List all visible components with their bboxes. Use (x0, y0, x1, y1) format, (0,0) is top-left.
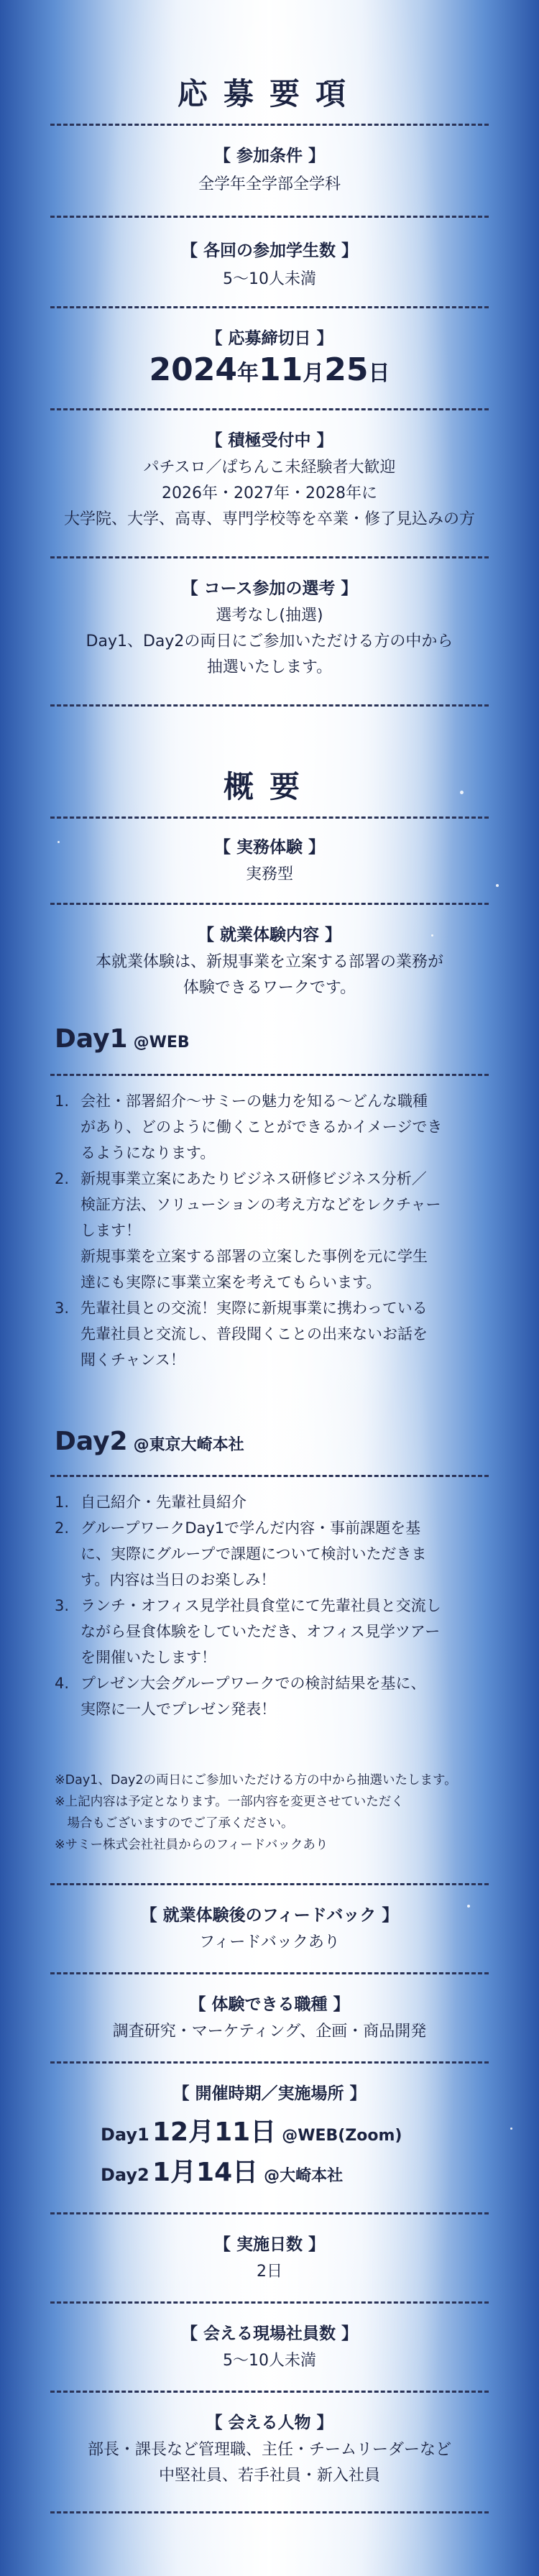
item-line: 新規事業を立案する部署の立案した事例を元に学生 (80, 1248, 428, 1265)
deadline-day: 25 (324, 351, 369, 388)
selection-line: 選考なし(抽選) (216, 607, 323, 625)
divider (50, 216, 489, 218)
note-line: ※上記内容は予定となります。一部内容を変更させていただく (55, 1795, 404, 1809)
sparkle-decoration (510, 2128, 512, 2130)
experience-section (0, 834, 539, 888)
participants-section (0, 237, 539, 293)
divider (50, 816, 489, 819)
divider (50, 2061, 489, 2064)
divider (50, 704, 489, 707)
note-line: 場合もございますのでご了承ください。 (55, 1816, 294, 1831)
day2-label: Day2 (55, 1427, 128, 1456)
schedule-place: @大崎本社 (264, 2167, 344, 2185)
note-line: ※サミー株式会社社員からのフィードバックあり (55, 1838, 328, 1852)
content-section (0, 921, 539, 1001)
divider (50, 2391, 489, 2393)
list-item (55, 1295, 486, 1373)
item-number: 1. (55, 1494, 70, 1511)
list-item (55, 1593, 486, 1670)
active-line: 2026年・2027年・2028年に (162, 484, 377, 502)
item-line: 自己紹介・先輩社員紹介 (80, 1494, 247, 1511)
schedule-place: @WEB(Zoom) (282, 2127, 402, 2145)
day1-list (55, 1088, 486, 1373)
list-item (55, 1515, 486, 1593)
selection-label: 【 コース参加の選考 】 (181, 579, 358, 598)
people-label: 【 会える人物 】 (206, 2414, 333, 2432)
item-line: します！ (80, 1222, 141, 1239)
jobs-section (0, 1991, 539, 2045)
days-value: 2日 (257, 2263, 282, 2281)
content-label: 【 就業体験内容 】 (197, 926, 341, 944)
item-line: に、実際にグループで課題について検討いただきま (80, 1545, 427, 1563)
divider (50, 1883, 489, 1885)
conditions-section (0, 142, 539, 198)
staff-count-value: 5～10人未満 (223, 2352, 316, 2370)
experience-value: 実務型 (245, 865, 293, 883)
active-line: パチスロ／ぱちんこ未経験者大歓迎 (143, 459, 396, 477)
item-number: 2. (55, 1519, 70, 1537)
item-line: 実際に一人でプレゼン発表！ (80, 1701, 277, 1718)
staff-count-section (0, 2320, 539, 2374)
conditions-value: 全学年全学部全学科 (198, 175, 341, 193)
participants-label: 【 各回の参加学生数 】 (180, 242, 358, 260)
schedule-day: Day1 (101, 2125, 149, 2145)
days-label: 【 実施日数 】 (213, 2235, 325, 2254)
deadline-month: 11 (259, 351, 303, 388)
deadline-year-unit: 年 (237, 361, 259, 386)
divider (50, 2511, 489, 2513)
staff-count-label: 【 会える現場社員数 】 (180, 2324, 358, 2343)
day1-heading (55, 1024, 190, 1054)
item-number: 3. (55, 1597, 70, 1614)
selection-line: 抽選いたします。 (206, 658, 333, 676)
deadline-section (0, 325, 539, 388)
deadline-month-unit: 月 (303, 361, 325, 386)
feedback-section (0, 1902, 539, 1956)
day1-label: Day1 (55, 1024, 128, 1054)
day2-heading (55, 1427, 244, 1456)
active-line: 大学院、大学、高専、専門学校等を卒業・修了見込みの方 (63, 510, 475, 528)
list-item (55, 1166, 486, 1295)
schedule-date: 1月14日 (152, 2158, 259, 2187)
item-line: 聞くチャンス！ (80, 1351, 185, 1368)
item-number: 1. (55, 1092, 70, 1110)
item-number: 4. (55, 1675, 70, 1692)
days-section (0, 2231, 539, 2285)
content-line: 体験できるワークです。 (183, 979, 356, 997)
people-line: 中堅社員、若手社員・新入社員 (158, 2467, 380, 2485)
schedule-day: Day2 (101, 2165, 149, 2185)
divider (50, 1972, 489, 1974)
item-line: 先輩社員と交流し、普段聞くことの出来ないお話を (80, 1325, 428, 1343)
item-line: るようになります。 (80, 1144, 216, 1162)
content-line: 本就業体験は、新規事業を立案する部署の業務が (95, 953, 443, 971)
people-line: 部長・課長など管理職、主任・チームリーダーなど (87, 2441, 451, 2459)
divider (50, 1074, 489, 1076)
notes (55, 1770, 500, 1856)
item-line: ランチ・オフィス見学社員食堂にて先輩社員と交流し (80, 1597, 441, 1614)
schedule-label: 【 開催時期／実施場所 】 (172, 2084, 367, 2103)
item-line: を開催いたします！ (80, 1649, 216, 1666)
divider (50, 556, 489, 558)
divider (50, 903, 489, 905)
item-number: 2. (55, 1170, 70, 1187)
divider (50, 1475, 489, 1477)
item-line: グループワークDay1で学んだ内容・事前課題を基 (80, 1519, 421, 1537)
item-line: 達にも実際に事業立案を考えてもらいます。 (80, 1274, 382, 1291)
item-line: 会社・部署紹介～サミーの魅力を知る～どんな職種 (80, 1092, 428, 1110)
feedback-value: フィードバックあり (199, 1933, 340, 1951)
note-line: ※Day1、Day2の両日にご参加いただける方の中から抽選いたします。 (55, 1773, 457, 1788)
deadline-day-unit: 日 (368, 361, 390, 386)
divider (50, 408, 489, 410)
item-line: プレゼン大会グループワークでの検討結果を基に、 (80, 1675, 426, 1692)
application-title: 応募要項 (177, 76, 361, 111)
schedule-date: 12月11日 (152, 2117, 277, 2147)
item-number: 3. (55, 1300, 70, 1317)
list-item (55, 1670, 486, 1722)
selection-section (0, 575, 539, 681)
schedule-row-day1 (101, 2112, 474, 2148)
people-section (0, 2409, 539, 2489)
jobs-label: 【 体験できる職種 】 (189, 1995, 350, 2014)
divider (50, 124, 489, 126)
day1-place: @WEB (133, 1034, 190, 1052)
day2-place: @東京大崎本社 (133, 1436, 244, 1454)
conditions-label: 【 参加条件 】 (213, 147, 325, 165)
day2-list (55, 1489, 486, 1722)
experience-label: 【 実務体験 】 (213, 838, 325, 857)
list-item (55, 1489, 486, 1515)
item-line: があり、どのように働くことができるかイメージでき (80, 1118, 443, 1136)
list-item (55, 1088, 486, 1166)
deadline-label: 【 応募締切日 】 (206, 329, 333, 348)
schedule-section (0, 2080, 539, 2104)
item-line: 検証方法、ソリューションの考え方などをレクチャー (80, 1196, 441, 1213)
item-line: 先輩社員との交流！実際に新規事業に携わっている (80, 1300, 428, 1317)
active-section (0, 427, 539, 533)
deadline-date (0, 351, 539, 388)
item-line: 新規事業立案にあたりビジネス研修ビジネス分析／ (80, 1170, 427, 1187)
participants-value: 5～10人未満 (223, 270, 316, 288)
item-line: ながら昼食体験をしていただき、オフィス見学ツアー (80, 1623, 441, 1640)
feedback-label: 【 就業体験後のフィードバック 】 (140, 1906, 399, 1925)
divider (50, 2301, 489, 2304)
selection-line: Day1、Day2の両日にご参加いただける方の中から (86, 632, 453, 650)
deadline-year: 2024 (149, 351, 237, 388)
schedule-row-day2 (101, 2152, 474, 2189)
divider (50, 2212, 489, 2214)
active-label: 【 積極受付中 】 (206, 431, 333, 450)
jobs-value: 調査研究・マーケティング、企画・商品開発 (112, 2023, 427, 2041)
overview-title: 概要 (223, 769, 315, 804)
item-line: す。内容は当日のお楽しみ！ (80, 1571, 276, 1588)
divider (50, 306, 489, 308)
